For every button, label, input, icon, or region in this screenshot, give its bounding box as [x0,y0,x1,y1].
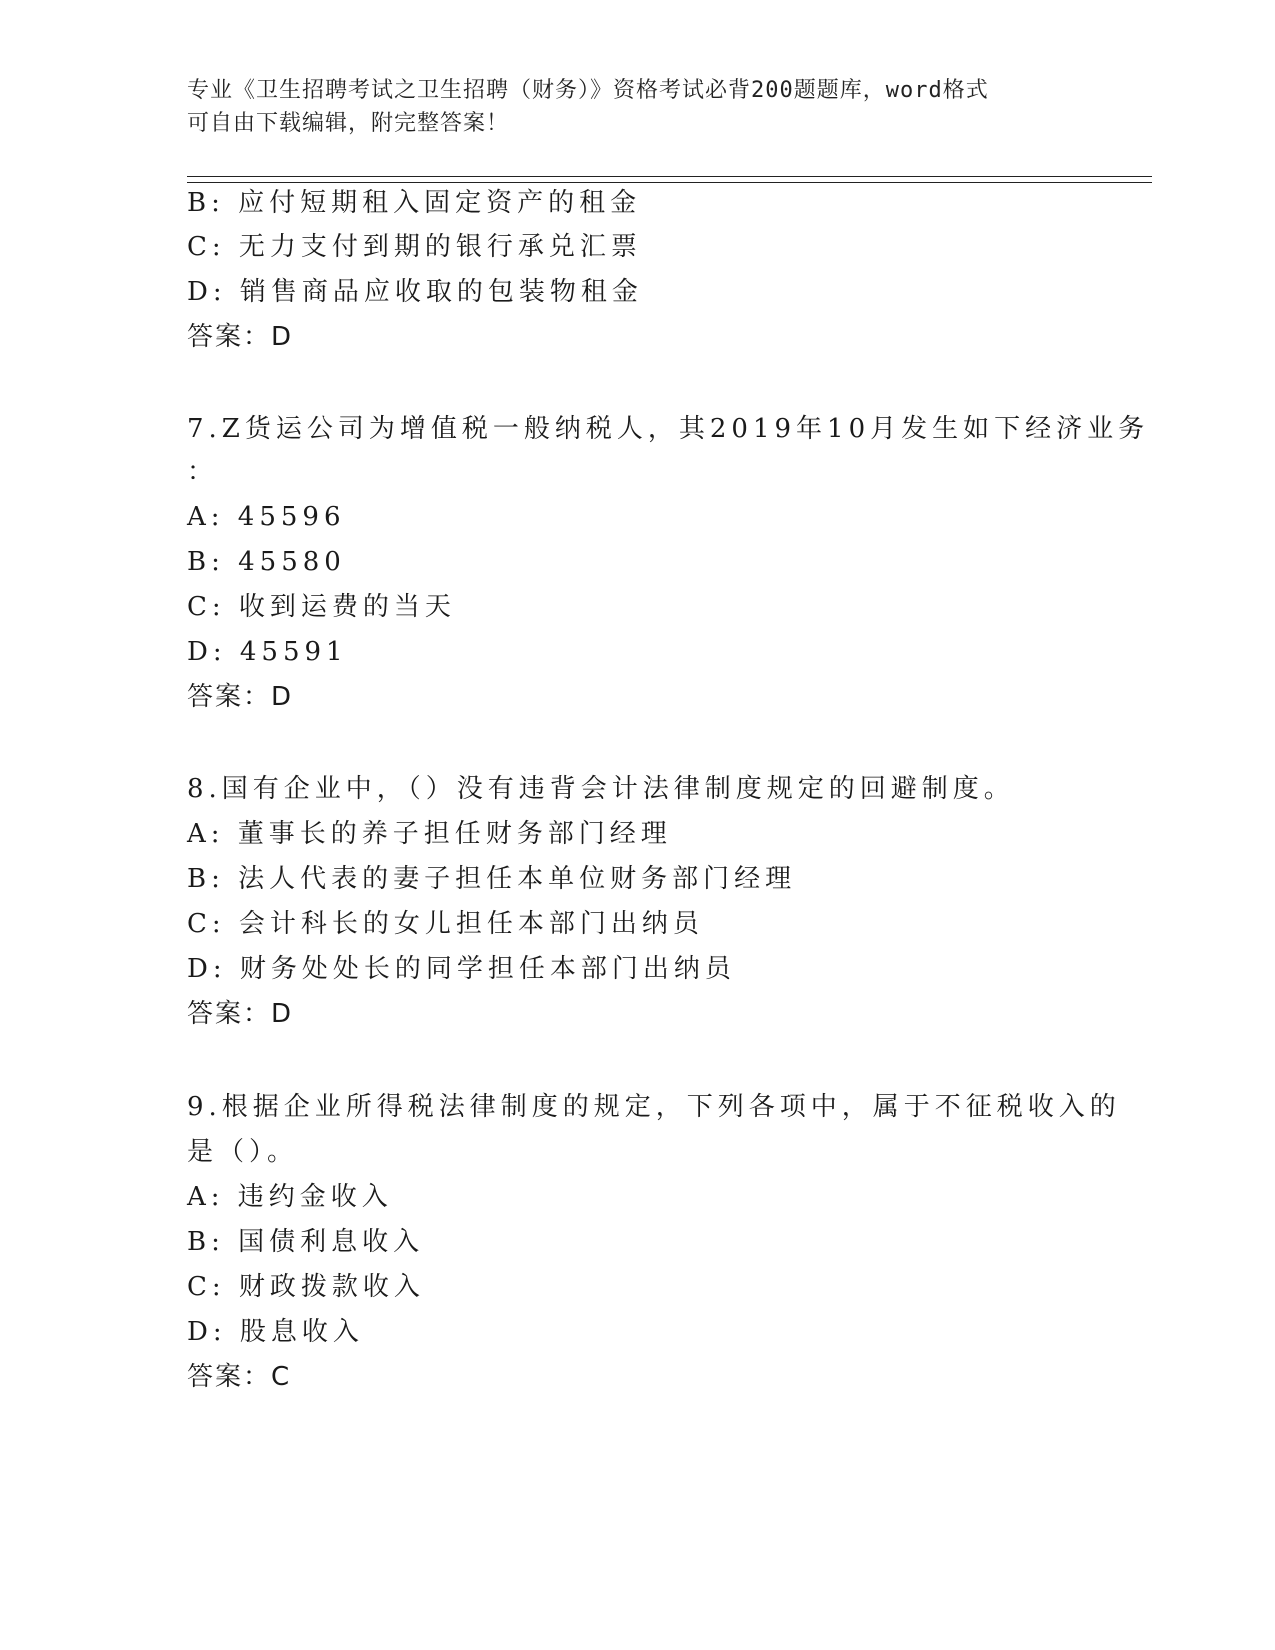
q9-answer: 答案：C [187,1362,292,1392]
q8-option-c: C: 会计科长的女儿担任本部门出纳员 [187,909,704,939]
q9-option-c: C: 财政拨款收入 [187,1272,425,1302]
prev-question-option-d: D: 销售商品应收取的包装物租金 [187,277,643,307]
q9-option-a: A: 违约金收入 [187,1182,393,1212]
q9-option-d: D: 股息收入 [187,1317,364,1347]
q8-option-d: D: 财务处处长的同学担任本部门出纳员 [187,954,736,984]
q7-option-c: C: 收到运费的当天 [187,592,456,622]
q9-option-b: B: 国债利息收入 [187,1227,425,1257]
q7-option-a: A: 45596 [187,502,346,532]
q7-option-d: D: 45591 [187,637,348,667]
q7-option-b: B: 45580 [187,547,346,577]
prev-question-answer: 答案：D [187,322,294,352]
q7-stem-continued: ： [187,457,219,487]
q7-stem: 7.Z货运公司为增值税一般纳税人，其2019年10月发生如下经济业务 [187,414,1150,444]
q9-stem: 9.根据企业所得税法律制度的规定，下列各项中，属于不征税收入的 [187,1092,1121,1122]
q8-answer: 答案：D [187,999,294,1029]
q8-stem: 8.国有企业中，（）没有违背会计法律制度规定的回避制度。 [187,774,1015,804]
document-header [187,74,1067,140]
prev-question-option-b: B: 应付短期租入固定资产的租金 [187,188,642,218]
header-line-1: 专业《卫生招聘考试之卫生招聘（财务）》资格考试必背200题题库，word格式 [187,78,989,103]
q8-option-b: B: 法人代表的妻子担任本单位财务部门经理 [187,864,797,894]
prev-question-option-c: C: 无力支付到期的银行承兑汇票 [187,232,642,262]
q8-option-a: A: 董事长的养子担任财务部门经理 [187,819,672,849]
header-divider-top [187,176,1152,177]
header-divider-bottom [187,182,1152,183]
q7-answer: 答案：D [187,682,294,712]
header-line-2: 可自由下载编辑，附完整答案！ [187,111,510,136]
q9-stem-continued: 是（）。 [187,1137,299,1167]
